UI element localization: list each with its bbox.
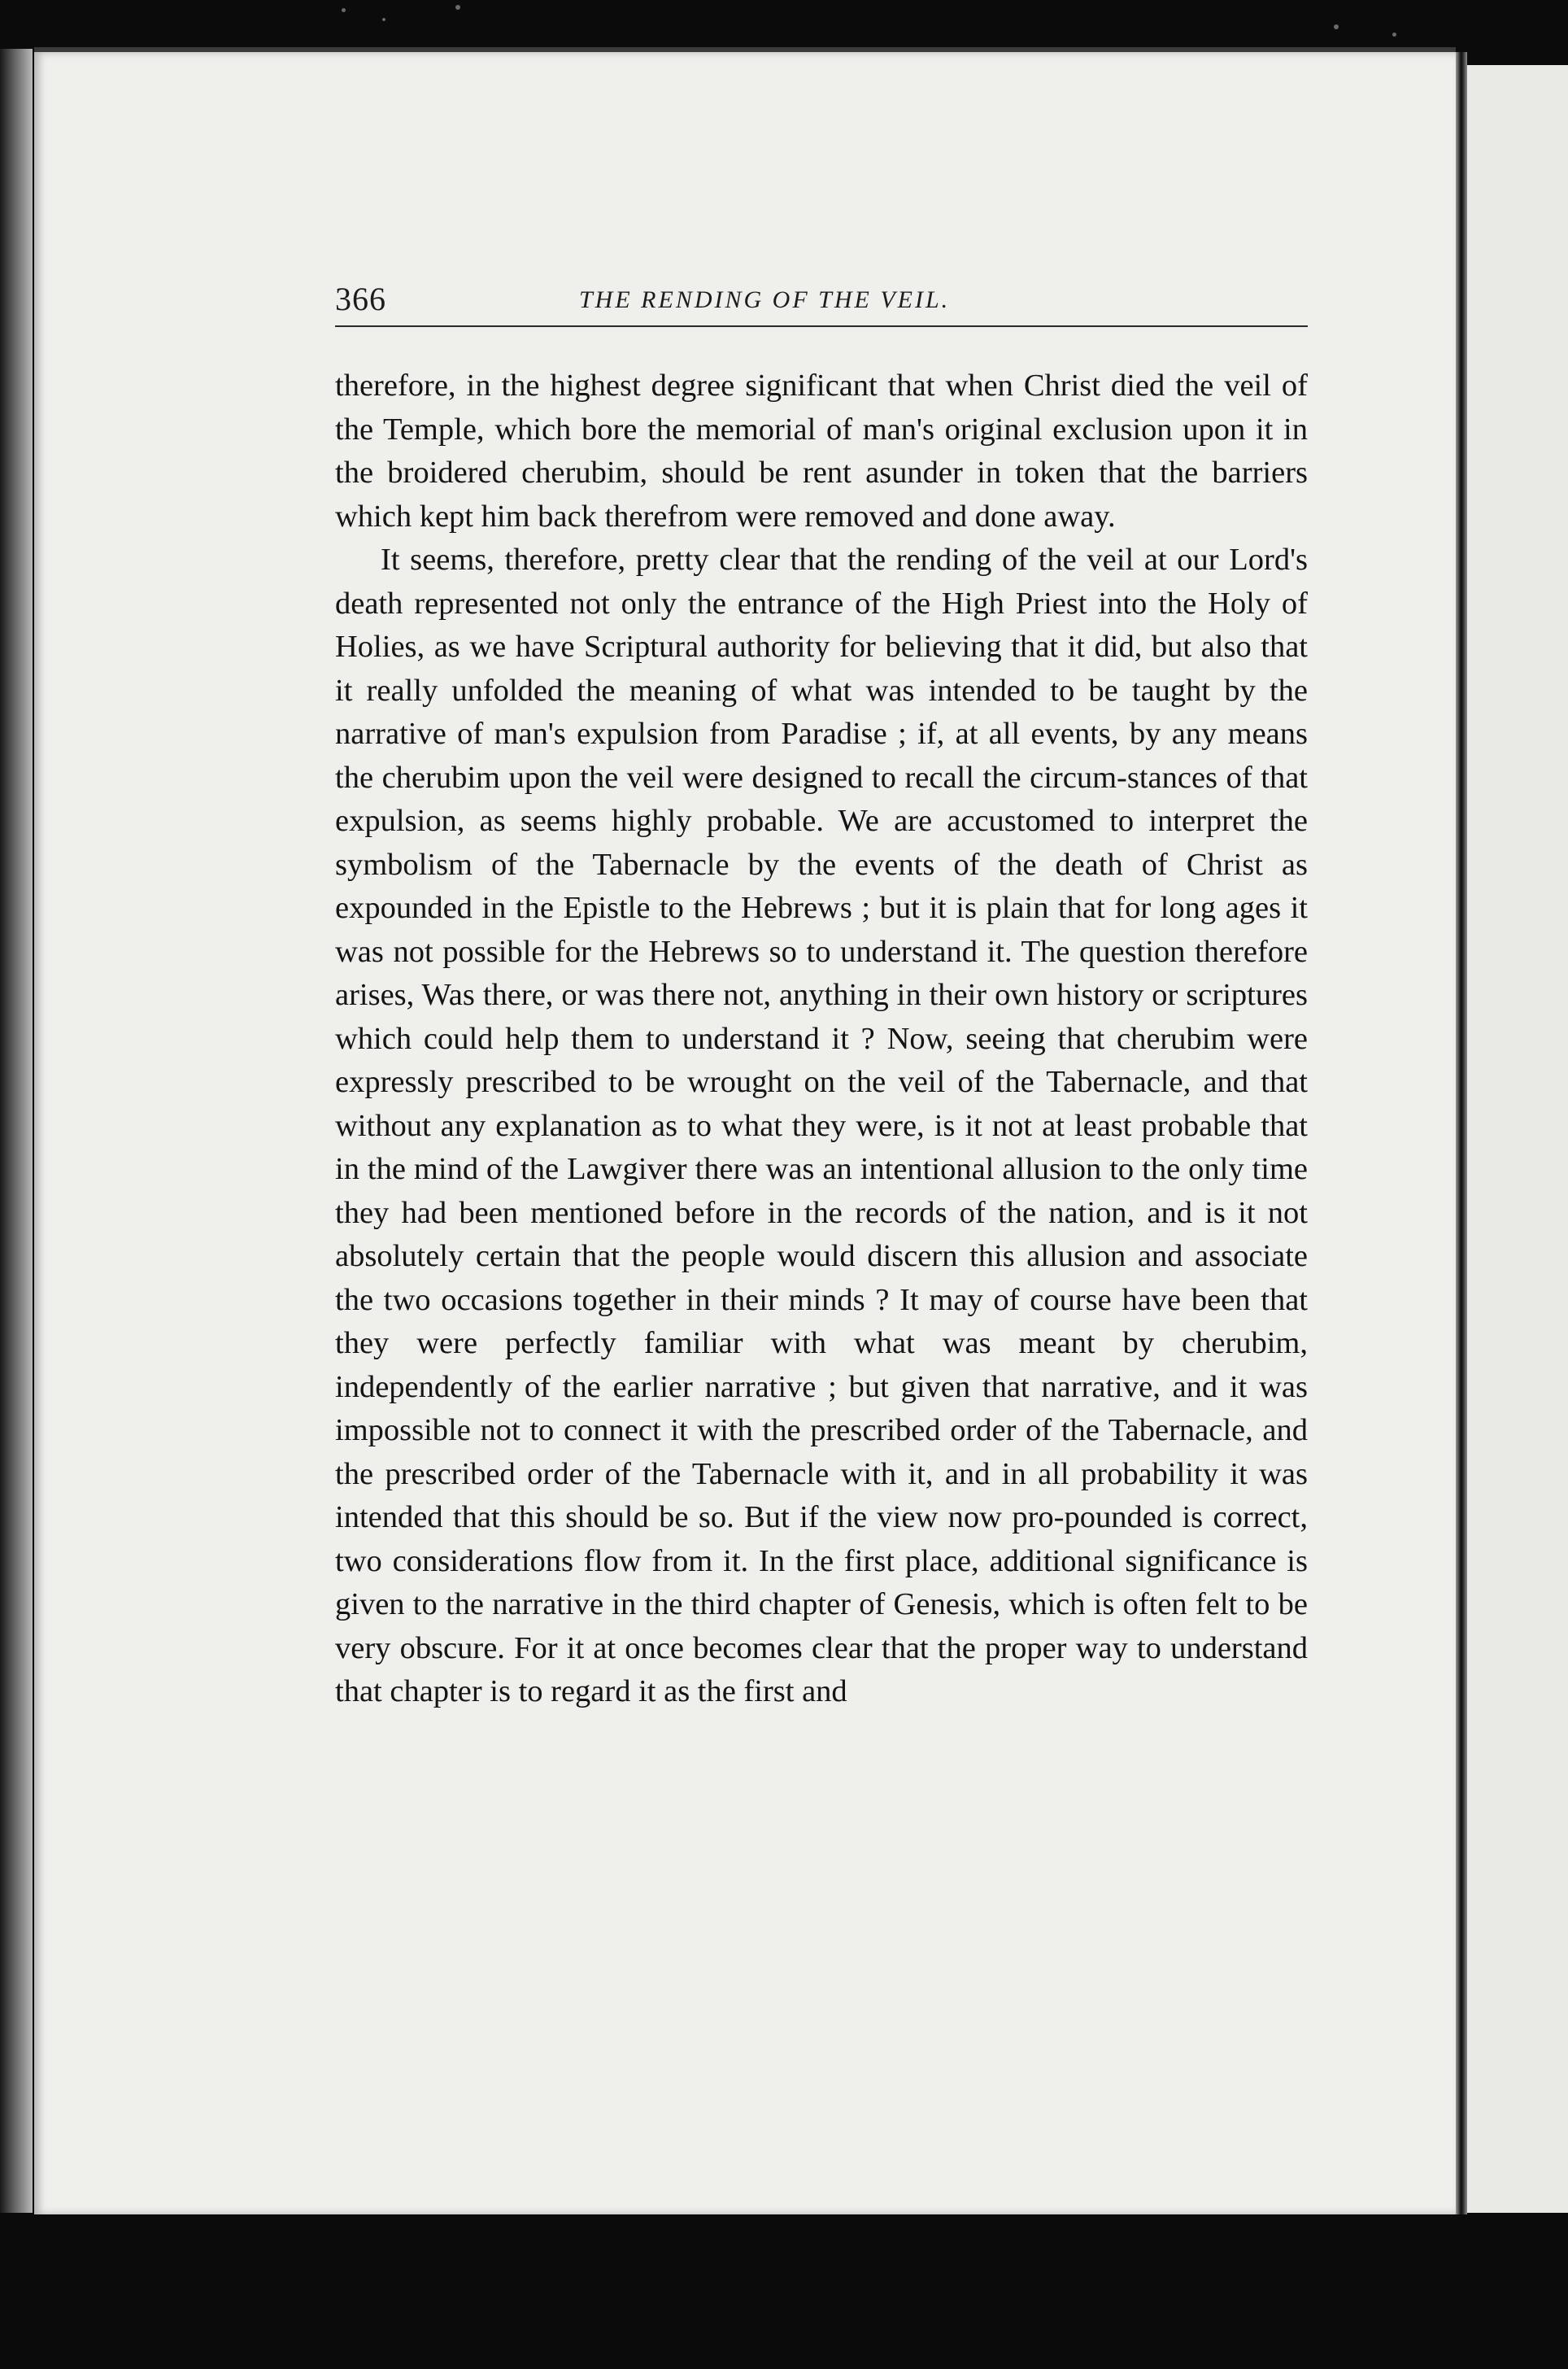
scan-speck bbox=[382, 18, 385, 21]
page-number: 366 bbox=[335, 281, 386, 317]
body-text bbox=[335, 364, 1308, 1714]
paragraph: It seems, therefore, pretty clear that the rending of the veil at our Lord's death represented not only the entrance of the High Priest into the Holy of Holies, as we have Scriptural authority for believing that it did, but also that it really unfolded the meaning of what was intended to be taught by the narrative of man's expulsion from Paradise ; if, at all events, by any means the cherubim upon the veil were designed to recall the circum-stances of that expulsion, as seems highly probable. We are accustomed to interpret the symbolism of the Tabernacle by the events of the death of Christ as expounded in the Epistle to the Hebrews ; but it is plain that for long ages it was not possible for the Hebrews so to understand it. The question therefore arises, Was there, or was there not, anything in their own history or scriptures which could help them to understand it ? Now, seeing that cherubim were expressly prescribed to be wrought on the veil of the Tabernacle, and that without any explanation as to what they were, is it not at least probable that in the mind of the Lawgiver there was an intentional allusion to the only time they had been mentioned before in the records of the nation, and is it not absolutely certain that the people would discern this allusion and associate the two occasions together in their minds ? It may of course have been that they were perfectly familiar with what was meant by cherubim, independently of the earlier narrative ; but given that narrative, and it was impossible not to connect it with the prescribed order of the Tabernacle, and the prescribed order of the Tabernacle with it, and in all probability it was intended that this should be so. But if the view now pro-pounded is correct, two considerations flow from it. In the first place, additional significance is given to the narrative in the third chapter of Genesis, which is often felt to be very obscure. For it at once becomes clear that the proper way to understand that chapter is to regard it as the first and bbox=[335, 543, 1308, 1708]
scan-speck bbox=[342, 8, 346, 12]
paragraph: therefore, in the highest degree significant that when Christ died the veil of the Temple, which bore the memorial of man's original exclusion upon it in the broidered cherubim, should be rent asunder in token that the barriers which kept him back therefrom were removed and done away. bbox=[335, 369, 1308, 534]
scan-speck bbox=[1392, 33, 1396, 37]
scan-speck bbox=[455, 5, 460, 10]
running-head: THE RENDING OF THE VEIL. bbox=[579, 286, 951, 313]
facing-page-edge bbox=[1467, 65, 1568, 2213]
page-header bbox=[335, 280, 1308, 327]
book-gutter bbox=[1456, 52, 1467, 2214]
book-page-stack bbox=[0, 49, 33, 2213]
scan-speck bbox=[1334, 24, 1339, 29]
